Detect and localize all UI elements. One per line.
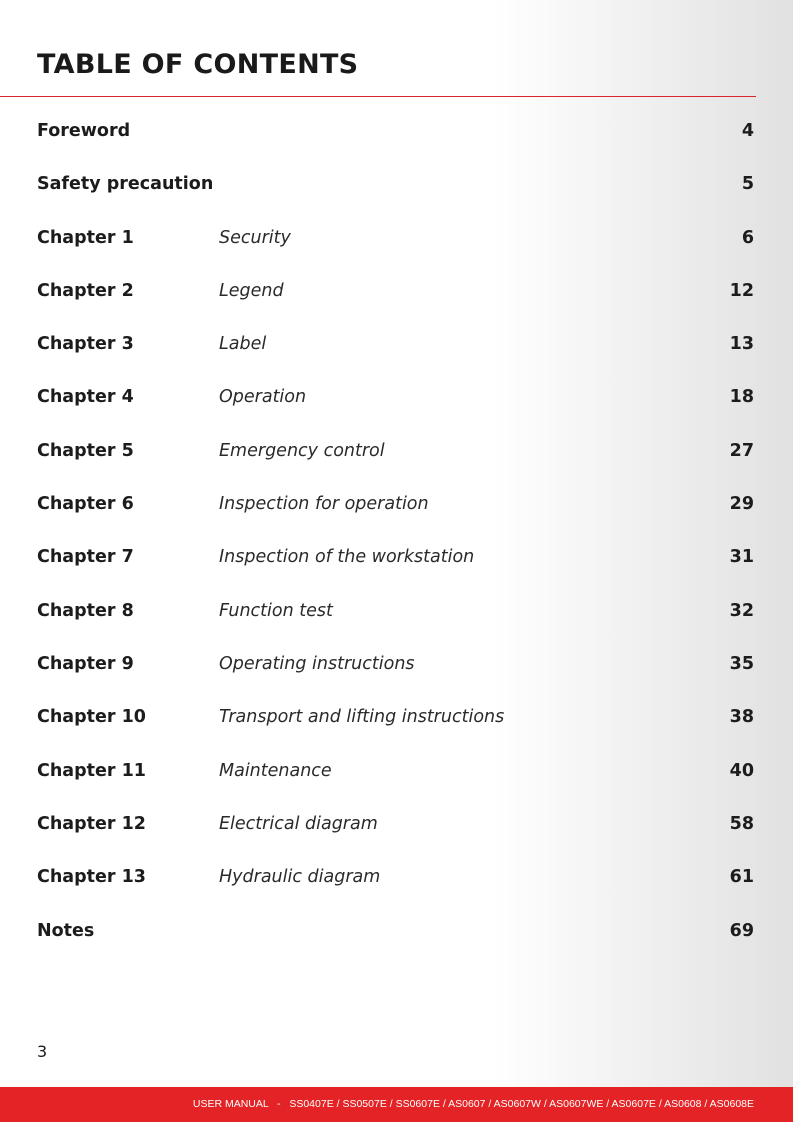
toc-row-chapter-13[interactable] (37, 864, 754, 890)
toc-page-number: 35 (729, 654, 754, 674)
toc-row-chapter-3[interactable] (37, 331, 754, 357)
toc-page-number: 38 (729, 707, 754, 727)
toc-label: Foreword (37, 121, 131, 141)
toc-row-notes[interactable] (37, 918, 754, 944)
toc-title: Emergency control (219, 441, 385, 461)
toc-page-number: 31 (729, 547, 754, 567)
toc-label: Chapter 3 (37, 334, 134, 354)
toc-page-number: 4 (741, 121, 754, 141)
toc-label: Chapter 12 (37, 814, 146, 834)
page-title: TABLE OF CONTENTS (37, 49, 359, 80)
toc-label: Chapter 1 (37, 228, 134, 248)
toc-row-foreword[interactable] (37, 118, 754, 144)
toc-page-number: 61 (729, 867, 754, 887)
toc-label: Notes (37, 921, 95, 941)
toc-label: Safety precaution (37, 174, 214, 194)
toc-row-chapter-2[interactable] (37, 278, 754, 304)
toc-page-number: 12 (729, 281, 754, 301)
toc-page-number: 29 (729, 494, 754, 514)
toc-title: Security (219, 228, 291, 248)
toc-row-chapter-11[interactable] (37, 758, 754, 784)
toc-title: Label (219, 334, 267, 354)
toc-label: Chapter 4 (37, 387, 134, 407)
toc-page-number: 58 (729, 814, 754, 834)
toc-title: Legend (219, 281, 284, 301)
toc-page-number: 18 (729, 387, 754, 407)
toc-row-chapter-10[interactable] (37, 704, 754, 730)
toc-label: Chapter 11 (37, 761, 146, 781)
toc-row-chapter-12[interactable] (37, 811, 754, 837)
toc-row-chapter-7[interactable] (37, 544, 754, 570)
toc-title: Operating instructions (219, 654, 415, 674)
toc-page-number: 32 (729, 601, 754, 621)
toc-label: Chapter 2 (37, 281, 134, 301)
title-divider (0, 96, 756, 97)
toc-title: Inspection for operation (219, 494, 429, 514)
toc-page-number: 40 (729, 761, 754, 781)
toc-title: Inspection of the workstation (219, 547, 475, 567)
toc-page-number: 27 (729, 441, 754, 461)
toc-page-number: 13 (729, 334, 754, 354)
toc-label: Chapter 13 (37, 867, 146, 887)
toc-row-chapter-8[interactable] (37, 598, 754, 624)
toc-row-chapter-1[interactable] (37, 225, 754, 251)
toc-title: Maintenance (219, 761, 332, 781)
toc-label: Chapter 7 (37, 547, 134, 567)
toc-page-number: 69 (729, 921, 754, 941)
toc-row-chapter-5[interactable] (37, 438, 754, 464)
toc-row-chapter-4[interactable] (37, 384, 754, 410)
toc-row-safety-precaution[interactable] (37, 171, 754, 197)
toc-row-chapter-6[interactable] (37, 491, 754, 517)
toc-title: Operation (219, 387, 307, 407)
toc-title: Transport and lifting instructions (219, 707, 505, 727)
footer-text: USER MANUAL - SS0407E / SS0507E / SS0607E / AS0607 / AS0607W / AS0607WE / AS0607E / AS0608 / AS0608E (192, 1098, 754, 1110)
toc-row-chapter-9[interactable] (37, 651, 754, 677)
footer-bar (0, 1087, 793, 1122)
toc-label: Chapter 6 (37, 494, 134, 514)
toc-label: Chapter 8 (37, 601, 134, 621)
toc-title: Electrical diagram (219, 814, 378, 834)
toc-page-number: 6 (741, 228, 754, 248)
toc-label: Chapter 5 (37, 441, 134, 461)
toc-label: Chapter 10 (37, 707, 146, 727)
toc-page-number: 5 (741, 174, 754, 194)
toc-label: Chapter 9 (37, 654, 134, 674)
page-number: 3 (37, 1042, 48, 1061)
toc-title: Function test (219, 601, 333, 621)
toc-title: Hydraulic diagram (219, 867, 381, 887)
